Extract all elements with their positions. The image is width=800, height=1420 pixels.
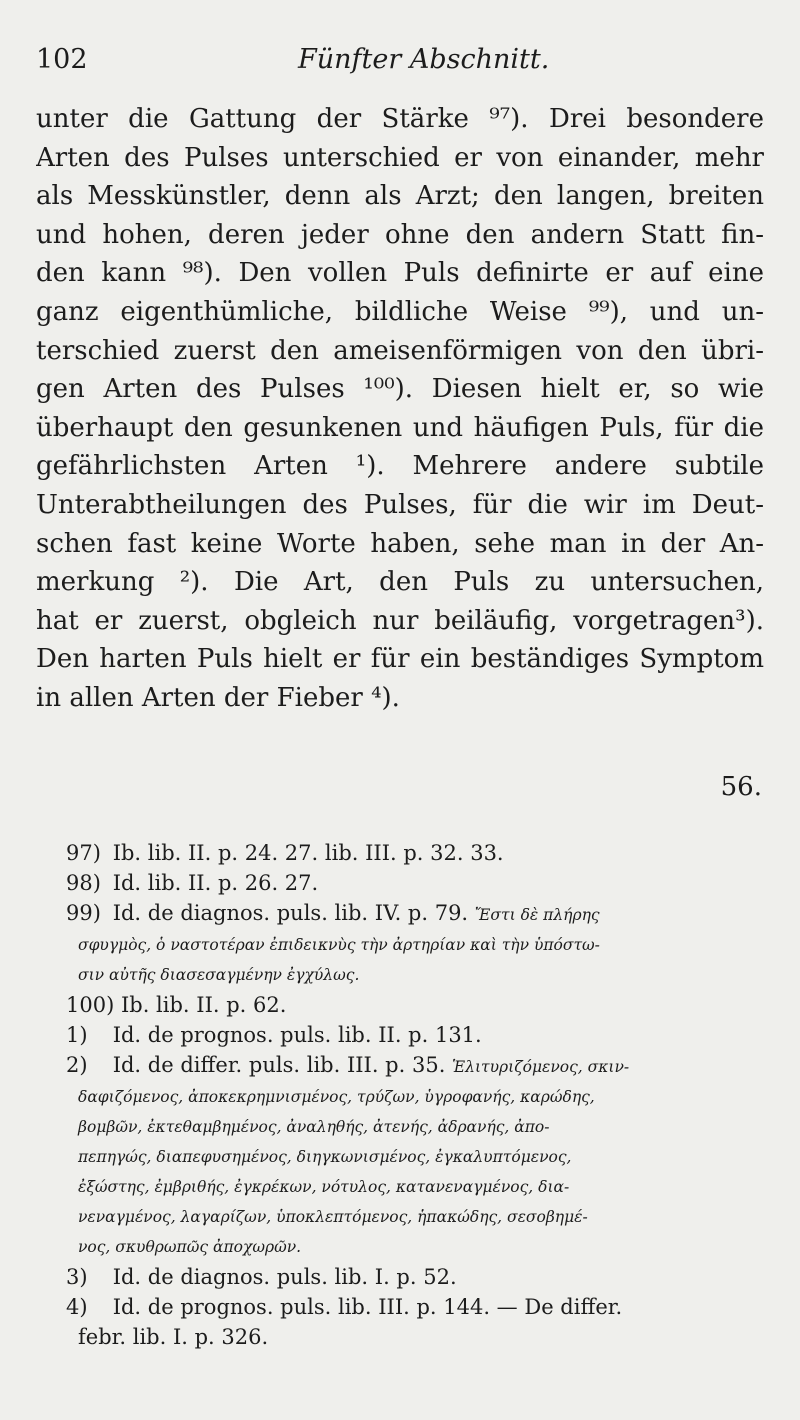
footnote-label: 1) <box>66 1023 88 1047</box>
text-line: hat er zuerst, obgleich nur beiläufig, vorgetragen³). <box>36 605 764 636</box>
footnote-continuation: febr. lib. I. p. 326. <box>78 1325 269 1349</box>
section-number: 56. <box>720 772 762 802</box>
text-line: schen fast keine Worte haben, sehe man in der An- <box>36 528 764 559</box>
footnote-text: Id. de prognos. puls. lib. II. p. 131. <box>112 1023 482 1047</box>
text-line: und hohen, deren jeder ohne den andern Statt fin- <box>36 219 764 250</box>
text-line: in allen Arten der Fieber ⁴). <box>36 682 400 713</box>
text-line: ganz eigenthümliche, bildliche Weise ⁹⁹), und un- <box>36 296 764 327</box>
text-line: Arten des Pulses unterschied er von einander, mehr <box>36 142 764 173</box>
footnotes <box>66 838 774 1352</box>
footnote-continuation: δαφιζόμενος, ἀποκεκρημνισμένος, τρύζων, ὑγροφανής, καρώδης, <box>78 1088 595 1106</box>
text-line: gefährlichsten Arten ¹). Mehrere andere subtile <box>36 451 764 482</box>
footnote-continuation: σφυγμὸς, ὁ ναστοτέραν ἐπιδεικνὺς τὴν ἀρτηρίαν καὶ τὴν ὑπόστω- <box>78 936 600 954</box>
footnote-text: Id. de differ. puls. lib. III. p. 35. <box>112 1053 446 1077</box>
footnote-1 <box>66 1020 774 1050</box>
running-title: Fünfter Abschnitt. <box>298 44 550 75</box>
footnote-greek: Ἔστι δὲ πλήρης <box>474 906 600 924</box>
footnote-label: 3) <box>66 1265 88 1289</box>
footnote-text: Id. de diagnos. puls. lib. IV. p. 79. <box>112 901 469 925</box>
text-line: merkung ²). Die Art, den Puls zu untersuchen, <box>36 567 764 598</box>
text-line: Unterabtheilungen des Pulses, für die wir im Deut- <box>36 489 764 520</box>
footnote-label: 2) <box>66 1053 88 1077</box>
footnote-text: Ib. lib. II. p. 62. <box>120 993 287 1017</box>
page-header <box>36 44 776 84</box>
footnote-greek: Ἑλιτυριζόμενος, σκιν- <box>452 1058 630 1076</box>
footnote-continuation: ἐξώστης, ἐμβριθής, ἐγκρέκων, νότυλος, κατανεναγμένος, δια- <box>78 1178 570 1196</box>
footnote-label: 99) <box>66 901 101 925</box>
footnote-label: 100) <box>66 993 115 1017</box>
text-line: überhaupt den gesunkenen und häufigen Puls, für die <box>36 412 764 443</box>
footnote-continuation: σιν αὐτῆς διασεσαγμένην ἐγχύλως. <box>78 966 360 984</box>
footnote-continuation: νος, σκυθρωπῶς ἀποχωρῶν. <box>78 1238 302 1256</box>
footnote-continuation: νεναγμένος, λαγαρίζων, ὑποκλεπτόμενος, ἡπακώδης, σεσοβημέ- <box>78 1208 588 1226</box>
footnote-97 <box>66 838 774 868</box>
footnote-text: Id. de diagnos. puls. lib. I. p. 52. <box>112 1265 457 1289</box>
text-line: unter die Gattung der Stärke ⁹⁷). Drei besondere <box>36 104 764 134</box>
footnote-continuation: βομβῶν, ἐκτεθαμβημένος, ἀναληθής, ἀτενής, ἀδρανής, ἀπο- <box>78 1118 550 1136</box>
footnote-text: Id. lib. II. p. 26. 27. <box>112 871 319 895</box>
footnote-98 <box>66 868 774 898</box>
footnote-2 <box>66 1050 774 1082</box>
text-line: den kann ⁹⁸). Den vollen Puls definirte er auf eine <box>36 258 764 289</box>
text-line: terschied zuerst den ameisenförmigen von den übri- <box>36 335 764 366</box>
footnote-label: 97) <box>66 841 101 865</box>
text-line: gen Arten des Pulses ¹⁰⁰). Diesen hielt er, so wie <box>36 374 764 405</box>
text-line: Den harten Puls hielt er für ein beständiges Symptom <box>36 644 764 675</box>
main-text <box>36 100 764 718</box>
footnote-text: Id. de prognos. puls. lib. III. p. 144. — De differ. <box>112 1295 623 1319</box>
footnote-label: 4) <box>66 1295 88 1319</box>
footnote-3 <box>66 1262 774 1292</box>
footnote-100 <box>66 990 774 1020</box>
text-line: als Messkünstler, denn als Arzt; den langen, breiten <box>36 181 764 212</box>
page-number: 102 <box>36 44 88 75</box>
footnote-text: Ib. lib. II. p. 24. 27. lib. III. p. 32. 33. <box>112 841 504 865</box>
footnote-99 <box>66 898 774 930</box>
footnote-4 <box>66 1292 774 1322</box>
footnote-label: 98) <box>66 871 101 895</box>
footnote-continuation: πεπηγώς, διαπεφυσημένος, διηγκωνισμένος, ἐγκαλυπτόμενος, <box>78 1148 572 1166</box>
